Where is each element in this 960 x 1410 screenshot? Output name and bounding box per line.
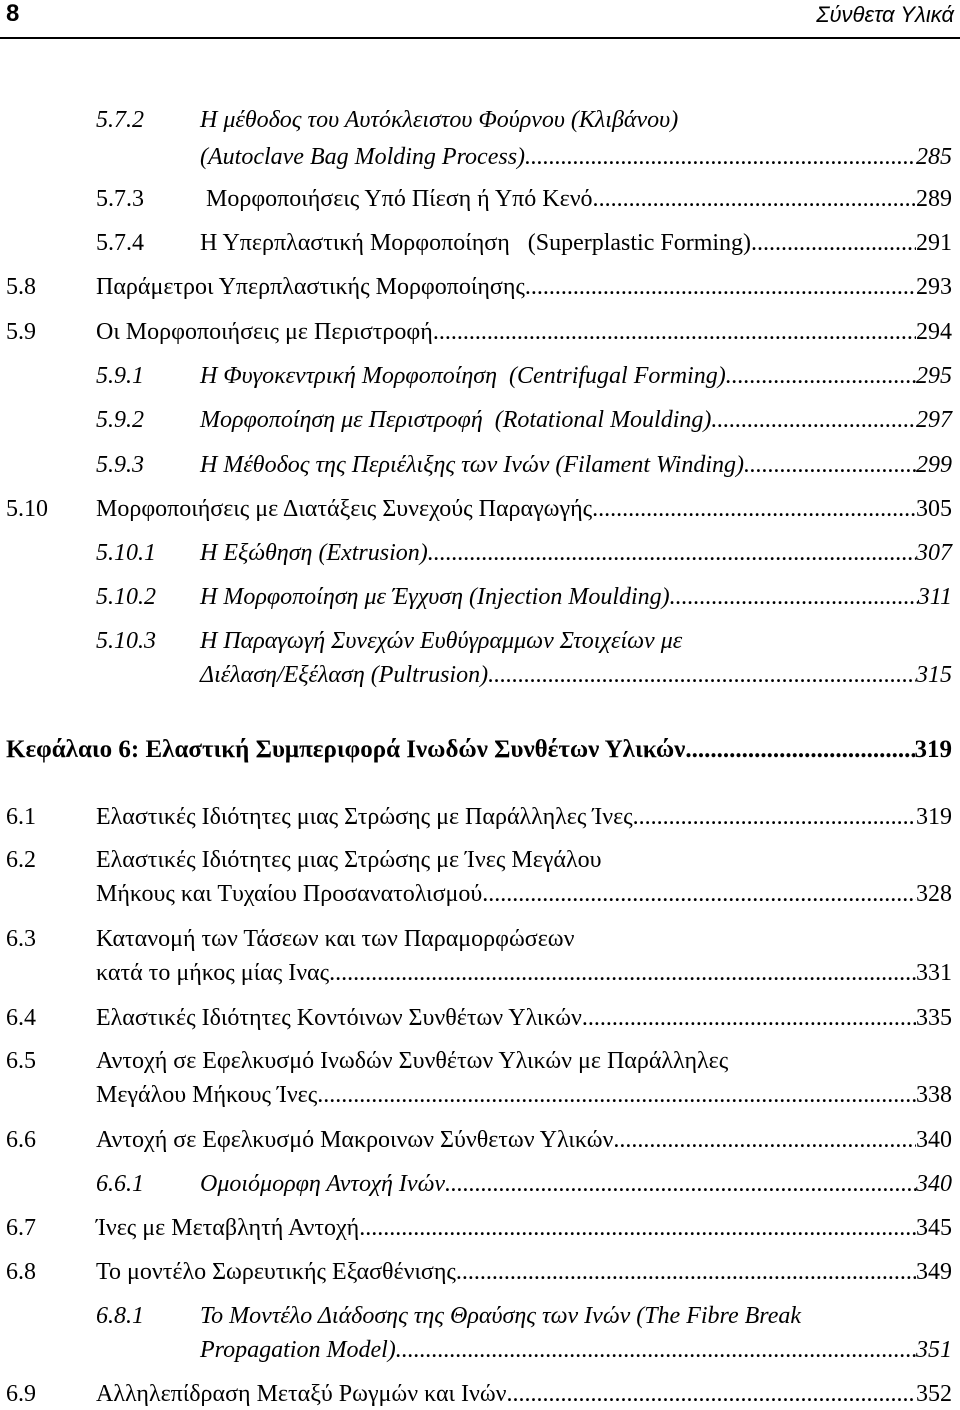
- dot-leader: [488, 878, 916, 910]
- toc-entry-title: Μεγάλου Μήκους Ίνες: [96, 1082, 318, 1108]
- toc-entry-title: Μορφοποιήσεις με Διατάξεις Συνεχούς Παραγωγής: [96, 496, 593, 522]
- dot-leader: [582, 1002, 916, 1034]
- dot-leader: [726, 360, 916, 392]
- toc-entry-number: 5.7.2: [96, 107, 144, 133]
- chapter-title: Κεφάλαιο 6: Ελαστική Συμπεριφορά Ινωδών Συνθέτων Υλικών: [6, 736, 686, 763]
- toc-entry-page: 319: [916, 804, 952, 830]
- toc-entry-page: 335: [916, 1005, 952, 1031]
- dot-leader: [396, 1334, 916, 1366]
- toc-entry-title: Μήκους και Τυχαίου Προσανατολισμού.: [96, 881, 489, 907]
- dot-leader: [433, 316, 916, 348]
- toc-entry-page: 294: [916, 319, 952, 345]
- toc-entry-title: Ελαστικές Ιδιότητες Κοντόινων Συνθέτων Υλικών: [96, 1005, 582, 1031]
- toc-entry-title: Μορφοποιήσεις Υπό Πίεση ή Υπό Κενό.: [200, 186, 599, 212]
- toc-entry-title: Οι Μορφοποιήσεις με Περιστροφή: [96, 319, 433, 345]
- toc-entry-title: Παράμετροι Υπερπλαστικής Μορφοποίησης: [96, 274, 525, 300]
- toc-entry-number: 5.10.1: [96, 540, 156, 566]
- toc-entry-number: 6.8: [6, 1259, 36, 1285]
- dot-leader: [599, 183, 916, 215]
- toc-entry-title: κατά το μήκος μίας Ινας: [96, 960, 330, 986]
- dot-leader: [317, 1079, 916, 1111]
- dot-leader: [633, 801, 916, 833]
- toc-entry-title: Η μέθοδος του Αυτόκλειστου Φούρνου (Κλιβάνου): [200, 107, 679, 133]
- toc-entry-title: Η Παραγωγή Συνεχών Ευθύγραμμων Στοιχείων με: [200, 628, 683, 654]
- toc-entry-number: 5.9.2: [96, 407, 144, 433]
- toc-entry-number: 5.9: [6, 319, 36, 345]
- toc-entry-number: 6.6: [6, 1127, 36, 1153]
- toc-entry-title: Το μοντέλο Σωρευτικής Εξασθένισης: [96, 1259, 456, 1285]
- dot-leader: [613, 1124, 916, 1156]
- toc-entry-page: 297: [916, 407, 952, 433]
- toc-entry-title: Η Φυγοκεντρική Μορφοποίηση (Centrifugal Forming): [200, 363, 726, 389]
- toc-entry-number: 6.3: [6, 926, 36, 952]
- toc-entry-number: 5.9.1: [96, 363, 144, 389]
- dot-leader: [428, 537, 916, 569]
- toc-entry-number: 6.8.1: [96, 1303, 144, 1329]
- dot-leader: [456, 1256, 916, 1288]
- toc-entry-page: 319: [914, 736, 952, 763]
- toc-entry-page: 299: [916, 452, 952, 478]
- toc-entry-title: Ομοιόμορφη Αντοχή Ινών: [200, 1171, 445, 1197]
- toc-entry-page: 305: [916, 496, 952, 522]
- dot-leader: [592, 493, 916, 525]
- toc-entry-title: Ίνες με Μεταβλητή Αντοχή: [96, 1215, 360, 1241]
- toc-entry-title: Propagation Model): [200, 1337, 396, 1363]
- toc-entry-number: 5.9.3: [96, 452, 144, 478]
- toc-entry-title: Αλληλεπίδραση Μεταξύ Ρωγμών και Ινών: [96, 1381, 507, 1407]
- toc-entry-number: 6.5: [6, 1048, 36, 1074]
- toc-entry-number: 6.9: [6, 1381, 36, 1407]
- toc-entry-page: 289: [916, 186, 952, 212]
- dot-leader: [685, 734, 914, 766]
- toc-entry-title: (Autoclave Bag Molding Process): [200, 144, 526, 170]
- toc-entry-title: Η Υπερπλαστική Μορφοποίηση (Superplastic Forming): [200, 230, 752, 256]
- toc-entry-number: 5.7.3: [96, 186, 144, 212]
- toc-entry-page: 345: [916, 1215, 952, 1241]
- toc-entry-title: Διέλαση/Εξέλαση (Pultrusion): [200, 662, 489, 688]
- toc-entry-title: Ελαστικές Ιδιότητες μιας Στρώσης με Ίνες Μεγάλου: [96, 847, 602, 873]
- toc-entry-number: 5.10: [6, 496, 48, 522]
- toc-entry-page: 293: [916, 274, 952, 300]
- toc-entry-page: 349: [916, 1259, 952, 1285]
- toc-entry-title: Το Μοντέλο Διάδοσης της Θραύσης των Ινών (The Fibre Break: [200, 1303, 802, 1329]
- toc-entry-number: 6.7: [6, 1215, 36, 1241]
- toc-entry-number: 5.10.2: [96, 584, 156, 610]
- toc-entry-page: 291: [916, 230, 952, 256]
- toc-entry-number: 5.10.3: [96, 628, 156, 654]
- toc-entry-title: Κατανομή των Τάσεων και των Παραμορφώσεων: [96, 926, 575, 952]
- toc-entry-page: 307: [916, 540, 952, 566]
- toc-entry-title: Αντοχή σε Εφελκυσμό Ινωδών Συνθέτων Υλικών με Παράλληλες: [96, 1048, 729, 1074]
- page-number: 8: [6, 0, 20, 27]
- dot-leader: [359, 1212, 916, 1244]
- dot-leader: [525, 141, 916, 173]
- toc-entry-title: Αντοχή σε Εφελκυσμό Μακροινων Σύνθετων Υλικών: [96, 1127, 614, 1153]
- dot-leader: [670, 581, 918, 613]
- toc-entry-page: 295: [916, 363, 952, 389]
- toc-entry-title: Η Μορφοποίηση με Έγχυση (Injection Moulding): [200, 584, 670, 610]
- toc-entry-page: 331: [916, 960, 952, 986]
- toc-entry-page: 315: [916, 662, 952, 688]
- toc-entry-title: Η Εξώθηση (Extrusion): [200, 540, 428, 566]
- toc-entry-number: 5.7.4: [96, 230, 144, 256]
- dot-leader: [744, 449, 916, 481]
- dot-leader: [751, 227, 916, 259]
- running-title: Σύνθετα Υλικά: [816, 2, 954, 27]
- toc-entry-number: 6.4: [6, 1005, 36, 1031]
- toc-entry-page: 340: [916, 1127, 952, 1153]
- toc-entry-page: 352: [916, 1381, 952, 1407]
- toc-entry-title: Η Μέθοδος της Περιέλιξης των Ινών (Filament Winding): [200, 452, 744, 478]
- toc-entry-page: 311: [917, 584, 952, 610]
- toc-entry-page: 328: [916, 881, 952, 907]
- dot-leader: [488, 659, 916, 691]
- toc-entry-number: 6.1: [6, 804, 36, 830]
- toc-entry-title: Μορφοποίηση με Περιστροφή (Rotational Moulding): [200, 407, 712, 433]
- toc-entry-page: 351: [916, 1337, 952, 1363]
- toc-entry-page: 340: [916, 1171, 952, 1197]
- dot-leader: [711, 404, 916, 436]
- dot-leader: [445, 1168, 916, 1200]
- toc-entry-title: Ελαστικές Ιδιότητες μιας Στρώσης με Παράλληλες Ίνες: [96, 804, 633, 830]
- dot-leader: [525, 271, 916, 303]
- toc-entry-number: 5.8: [6, 274, 36, 300]
- toc-entry-page: 338: [916, 1082, 952, 1108]
- toc-entry-number: 6.2: [6, 847, 36, 873]
- dot-leader: [329, 957, 916, 989]
- toc-entry-page: 285: [916, 144, 952, 170]
- dot-leader: [506, 1378, 916, 1410]
- toc-entry-number: 6.6.1: [96, 1171, 144, 1197]
